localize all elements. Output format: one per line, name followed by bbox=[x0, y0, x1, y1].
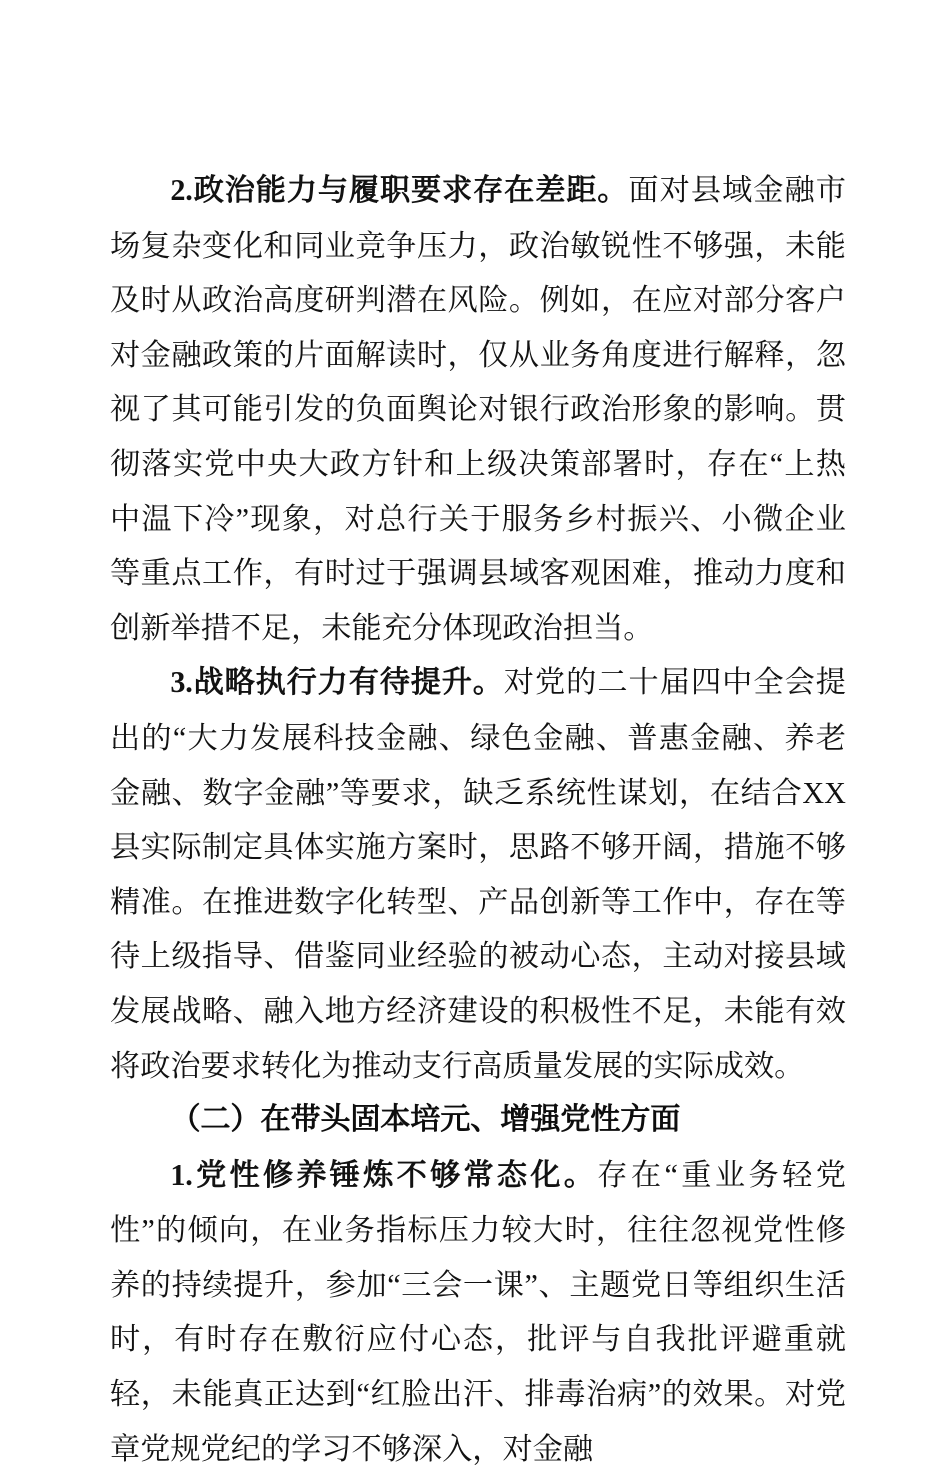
paragraph-party-spirit-cultivation bbox=[110, 1148, 846, 1476]
section-heading-party-spirit: （二）在带头固本培元、增强党性方面 bbox=[170, 1102, 681, 1138]
paragraph-body: 对党的二十届四中全会提出的“大力发展科技金融、绿色金融、普惠金融、养老金融、数字金融”等要求，缺乏系统性谋划，在结合XX县实际制定具体实施方案时，思路不够开阔，措施不够精准。在推进数字化转型、产品创新等工作中，存在等待上级指导、借鉴同业经验的被动心态，主动对接县域发展战略、融入地方经济建设的积极性不足，未能有效将政治要求转化为推动支行高质量发展的实际成效。 bbox=[110, 665, 846, 1083]
paragraph-body: 存在“重业务轻党性”的倾向，在业务指标压力较大时，往往忽视党性修养的持续提升，参加“三会一课”、主题党日等组织生活时，有时存在敷衍应付心态，批评与自我批评避重就轻，未能真正达到“红脸出汗、排毒治病”的效果。对党章党规党纪的学习不够深入，对金融 bbox=[110, 1157, 846, 1466]
paragraph-number: 1. bbox=[170, 1157, 193, 1192]
page-content bbox=[110, 163, 846, 1476]
paragraph-body: 面对县域金融市场复杂变化和同业竞争压力，政治敏锐性不够强，未能及时从政治高度研判潜在风险。例如，在应对部分客户对金融政策的片面解读时，仅从业务角度进行解释，忽视了其可能引发的负面舆论对银行政治形象的影响。贯彻落实党中央大政方针和上级决策部署时，存在“上热中温下冷”现象，对总行关于服务乡村振兴、小微企业等重点工作，有时过于强调县域客观困难，推动力度和创新举措不足，未能充分体现政治担当。 bbox=[110, 173, 846, 645]
paragraph-lead-in: 政治能力与履职要求存在差距。 bbox=[192, 173, 629, 208]
paragraph-number: 2. bbox=[170, 173, 193, 207]
paragraph-political-capability bbox=[110, 163, 846, 655]
paragraph-number: 3. bbox=[170, 665, 193, 700]
paragraph-lead-in: 战略执行力有待提升。 bbox=[192, 665, 504, 701]
paragraph-strategy-execution bbox=[110, 655, 846, 1093]
paragraph-lead-in: 党性修养锤炼不够常态化。 bbox=[192, 1157, 598, 1193]
